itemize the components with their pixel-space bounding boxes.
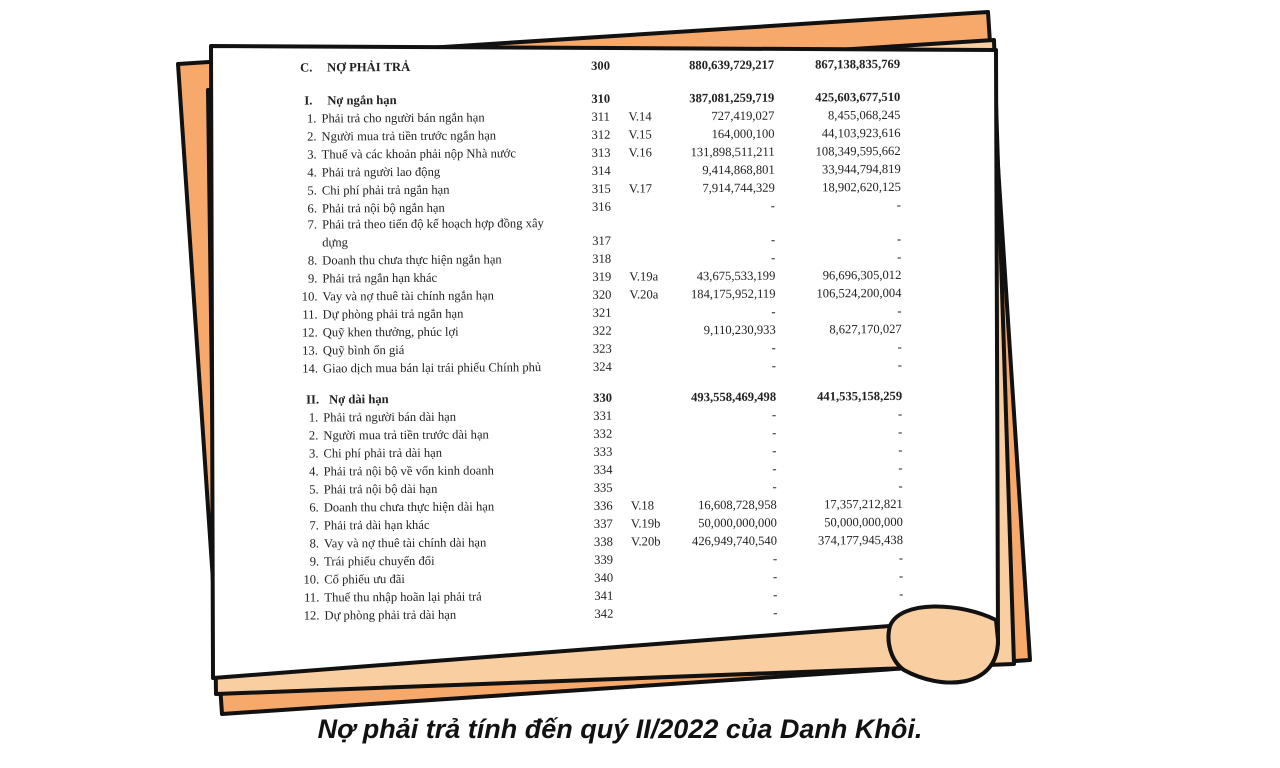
row-previous-value: 17,357,212,821: [824, 496, 903, 512]
row-code: 318: [592, 251, 612, 266]
row-index: 4.: [307, 165, 317, 180]
balance-sheet-excerpt: [236, 46, 960, 630]
row-index: 9.: [307, 271, 318, 286]
row-previous-value: 108,349,595,662: [815, 143, 901, 159]
row-code: 319: [592, 269, 612, 284]
row-code: 339: [594, 552, 614, 567]
row-code: 342: [594, 606, 614, 621]
row-label: Doanh thu chưa thực hiện dài hạn: [323, 499, 495, 515]
row-index: 2.: [308, 428, 319, 443]
row-code: 324: [592, 359, 612, 374]
row-current-value: -: [773, 605, 778, 620]
row-code: 333: [593, 444, 613, 459]
row-label: Vay và nợ thuê tài chính ngắn hạn: [322, 288, 494, 304]
row-previous-value: 33,944,794,819: [821, 161, 901, 177]
row-label: Cổ phiếu ưu đãi: [324, 571, 405, 587]
row-current-value: -: [772, 551, 778, 566]
row-index: 3.: [308, 446, 319, 461]
row-code: 322: [592, 323, 612, 338]
row-previous-value: 44,103,923,616: [821, 125, 901, 141]
row-current-value: 50,000,000,000: [698, 515, 777, 531]
section-code: 300: [591, 58, 611, 73]
row-label: Quỹ khen thưởng, phúc lợi: [322, 324, 459, 340]
row-code: 336: [593, 498, 613, 513]
row-label: Phải trả nội bộ dài hạn: [323, 481, 438, 497]
row-index: 3.: [307, 147, 317, 162]
row-label: Thuế thu nhập hoãn lại phải trả: [324, 589, 482, 605]
row-label: Dự phòng phải trả ngắn hạn: [322, 306, 464, 322]
row-code: 335: [593, 480, 613, 495]
row-previous-value: -: [897, 303, 902, 318]
row-previous-value: 50,000,000,000: [824, 514, 903, 530]
row-label: Phải trả người lao động: [321, 164, 441, 180]
row-current-value: 16,608,728,958: [698, 497, 777, 513]
row-current-value: -: [772, 443, 777, 458]
row-index: 1.: [308, 410, 319, 425]
row-code: 317: [592, 233, 612, 248]
row-code: 313: [591, 145, 611, 160]
row-label-continuation: dựng: [322, 235, 348, 250]
row-index: 6.: [309, 500, 319, 515]
row-previous-value: 8,627,170,027: [829, 321, 902, 337]
group-current-value: 493,558,469,498: [691, 389, 777, 405]
row-previous-value: -: [899, 604, 904, 619]
row-previous-value: -: [897, 339, 902, 354]
group-previous-value: 441,535,158,259: [817, 388, 903, 404]
row-current-value: 426,949,740,540: [691, 533, 778, 549]
image-caption: Nợ phải trả tính đến quý II/2022 của Danh Khôi.: [317, 714, 923, 744]
row-current-value: 131,898,511,211: [690, 144, 775, 160]
row-code: 340: [594, 570, 614, 585]
row-label: Phải trả cho người bán ngắn hạn: [321, 110, 485, 126]
row-note: V.18: [630, 498, 655, 513]
row-code: 341: [594, 588, 614, 603]
row-code: 337: [593, 516, 613, 531]
row-index: 8.: [307, 253, 318, 268]
row-current-value: -: [772, 479, 777, 494]
row-label: Doanh thu chưa thực hiện ngắn hạn: [322, 252, 502, 268]
row-index: 14.: [302, 361, 318, 376]
row-current-value: -: [771, 304, 776, 319]
row-current-value: -: [772, 425, 777, 440]
row-label: Chi phí phải trả dài hạn: [323, 445, 443, 461]
row-code: 338: [593, 534, 613, 549]
row-index: 12.: [301, 325, 318, 340]
row-previous-value: 96,696,305,012: [822, 267, 902, 283]
row-index: 8.: [309, 536, 320, 551]
row-code: 332: [593, 426, 613, 441]
row-index: 7.: [307, 217, 318, 232]
row-label: Phải trả nội bộ về vốn kinh doanh: [323, 463, 494, 479]
row-previous-value: -: [896, 231, 902, 246]
row-current-value: 9,414,868,801: [702, 162, 775, 178]
row-index: 10.: [301, 289, 318, 304]
section-row-liabilities: [236, 55, 956, 77]
row-label: Vay và nợ thuê tài chính dài hạn: [323, 535, 487, 551]
table-row: [239, 603, 959, 625]
row-note: V.15: [628, 127, 652, 142]
row-label: Phải trả ngắn hạn khác: [322, 270, 438, 286]
row-note: V.14: [628, 109, 652, 124]
row-index: 2.: [307, 129, 317, 144]
row-label: Giao dịch mua bán lại trái phiếu Chính phủ: [322, 360, 542, 376]
row-code: 323: [592, 341, 612, 356]
group-label: Nợ ngắn hạn: [327, 93, 397, 108]
group-previous-value: 425,603,677,510: [815, 89, 901, 105]
row-index: 11.: [302, 307, 318, 322]
row-code: 312: [591, 127, 611, 142]
row-label: Phải trả nội bộ ngắn hạn: [321, 200, 445, 216]
row-label: Người mua trả tiền trước ngắn hạn: [321, 128, 497, 144]
section-current-value: 880,639,729,217: [689, 57, 775, 73]
section-index: C.: [300, 60, 313, 75]
group-label: Nợ dài hạn: [329, 392, 389, 407]
row-note: V.19b: [630, 516, 661, 531]
row-label: Quỹ bình ổn giá: [322, 342, 405, 358]
row-index: 13.: [302, 343, 318, 358]
table-row: [238, 356, 958, 378]
group-index: II.: [306, 392, 320, 407]
row-code: 314: [591, 163, 611, 178]
row-index: 6.: [307, 201, 318, 216]
row-current-value: 727,419,027: [711, 108, 775, 124]
row-current-value: -: [772, 569, 778, 584]
row-current-value: -: [771, 358, 776, 373]
row-previous-value: -: [898, 460, 903, 475]
row-previous-value: 374,177,945,438: [817, 532, 904, 548]
row-current-value: -: [770, 232, 776, 247]
section-previous-value: 867,138,835,769: [815, 56, 901, 72]
row-index: 12.: [303, 608, 320, 623]
row-note: V.20b: [630, 534, 661, 549]
row-code: 334: [593, 462, 613, 477]
row-current-value: 164,000,100: [711, 126, 775, 142]
row-label: Người mua trả tiền trước dài hạn: [323, 427, 489, 443]
row-previous-value: -: [897, 249, 902, 264]
row-label: Phải trả người bán dài hạn: [323, 409, 457, 425]
row-current-value: 43,675,533,199: [696, 268, 776, 284]
row-note: V.17: [628, 181, 653, 196]
row-current-value: 7,914,744,329: [702, 180, 775, 196]
row-previous-value: 8,455,068,245: [827, 107, 901, 123]
row-current-value: -: [772, 461, 777, 476]
row-current-value: -: [771, 250, 776, 265]
row-note: V.19a: [629, 269, 659, 284]
row-previous-value: -: [898, 568, 904, 583]
group-current-value: 387,081,259,719: [689, 90, 775, 106]
row-code: 316: [591, 199, 611, 214]
row-label: Chi phí phải trả ngắn hạn: [321, 182, 450, 198]
row-previous-value: -: [899, 586, 904, 601]
row-code: 315: [591, 181, 611, 196]
row-previous-value: -: [897, 357, 902, 372]
row-label: Trái phiếu chuyển đổi: [324, 553, 435, 569]
group-index: I.: [304, 93, 313, 108]
row-code: 320: [592, 287, 612, 302]
group-code: 310: [591, 91, 611, 106]
row-label: Dự phòng phải trả dài hạn: [324, 607, 457, 623]
row-current-value: -: [771, 340, 776, 355]
row-label: Thuế và các khoản phải nộp Nhà nước: [321, 146, 516, 162]
row-current-value: -: [770, 198, 776, 213]
row-previous-value: -: [896, 197, 902, 212]
row-previous-value: -: [898, 442, 903, 457]
row-current-value: -: [773, 587, 778, 602]
row-previous-value: -: [898, 550, 904, 565]
row-previous-value: -: [898, 478, 903, 493]
row-index: 7.: [309, 518, 319, 533]
row-previous-value: 106,524,200,004: [816, 285, 902, 301]
row-note: V.16: [628, 145, 652, 160]
row-previous-value: -: [897, 406, 903, 421]
row-code: 331: [593, 408, 613, 423]
row-index: 1.: [306, 111, 317, 126]
row-code: 311: [591, 109, 610, 124]
row-note: V.20a: [629, 287, 659, 302]
row-index: 5.: [309, 482, 319, 497]
row-index: 11.: [304, 590, 320, 605]
row-index: 4.: [309, 464, 319, 479]
section-label: NỢ PHẢI TRẢ: [327, 59, 411, 75]
row-index: 10.: [303, 572, 320, 587]
row-current-value: 184,175,952,119: [690, 286, 776, 302]
row-label: Phải trả dài hạn khác: [323, 517, 430, 533]
row-code: 321: [592, 305, 612, 320]
group-code: 330: [593, 390, 613, 405]
row-current-value: 9,110,230,933: [703, 322, 776, 338]
row-previous-value: 18,902,620,125: [822, 179, 901, 195]
row-current-value: -: [771, 407, 777, 422]
row-index: 5.: [307, 183, 317, 198]
row-previous-value: -: [898, 424, 903, 439]
row-label: Phải trả theo tiến độ kế hoạch hợp đồng xây: [322, 216, 544, 232]
row-index: 9.: [309, 554, 320, 569]
